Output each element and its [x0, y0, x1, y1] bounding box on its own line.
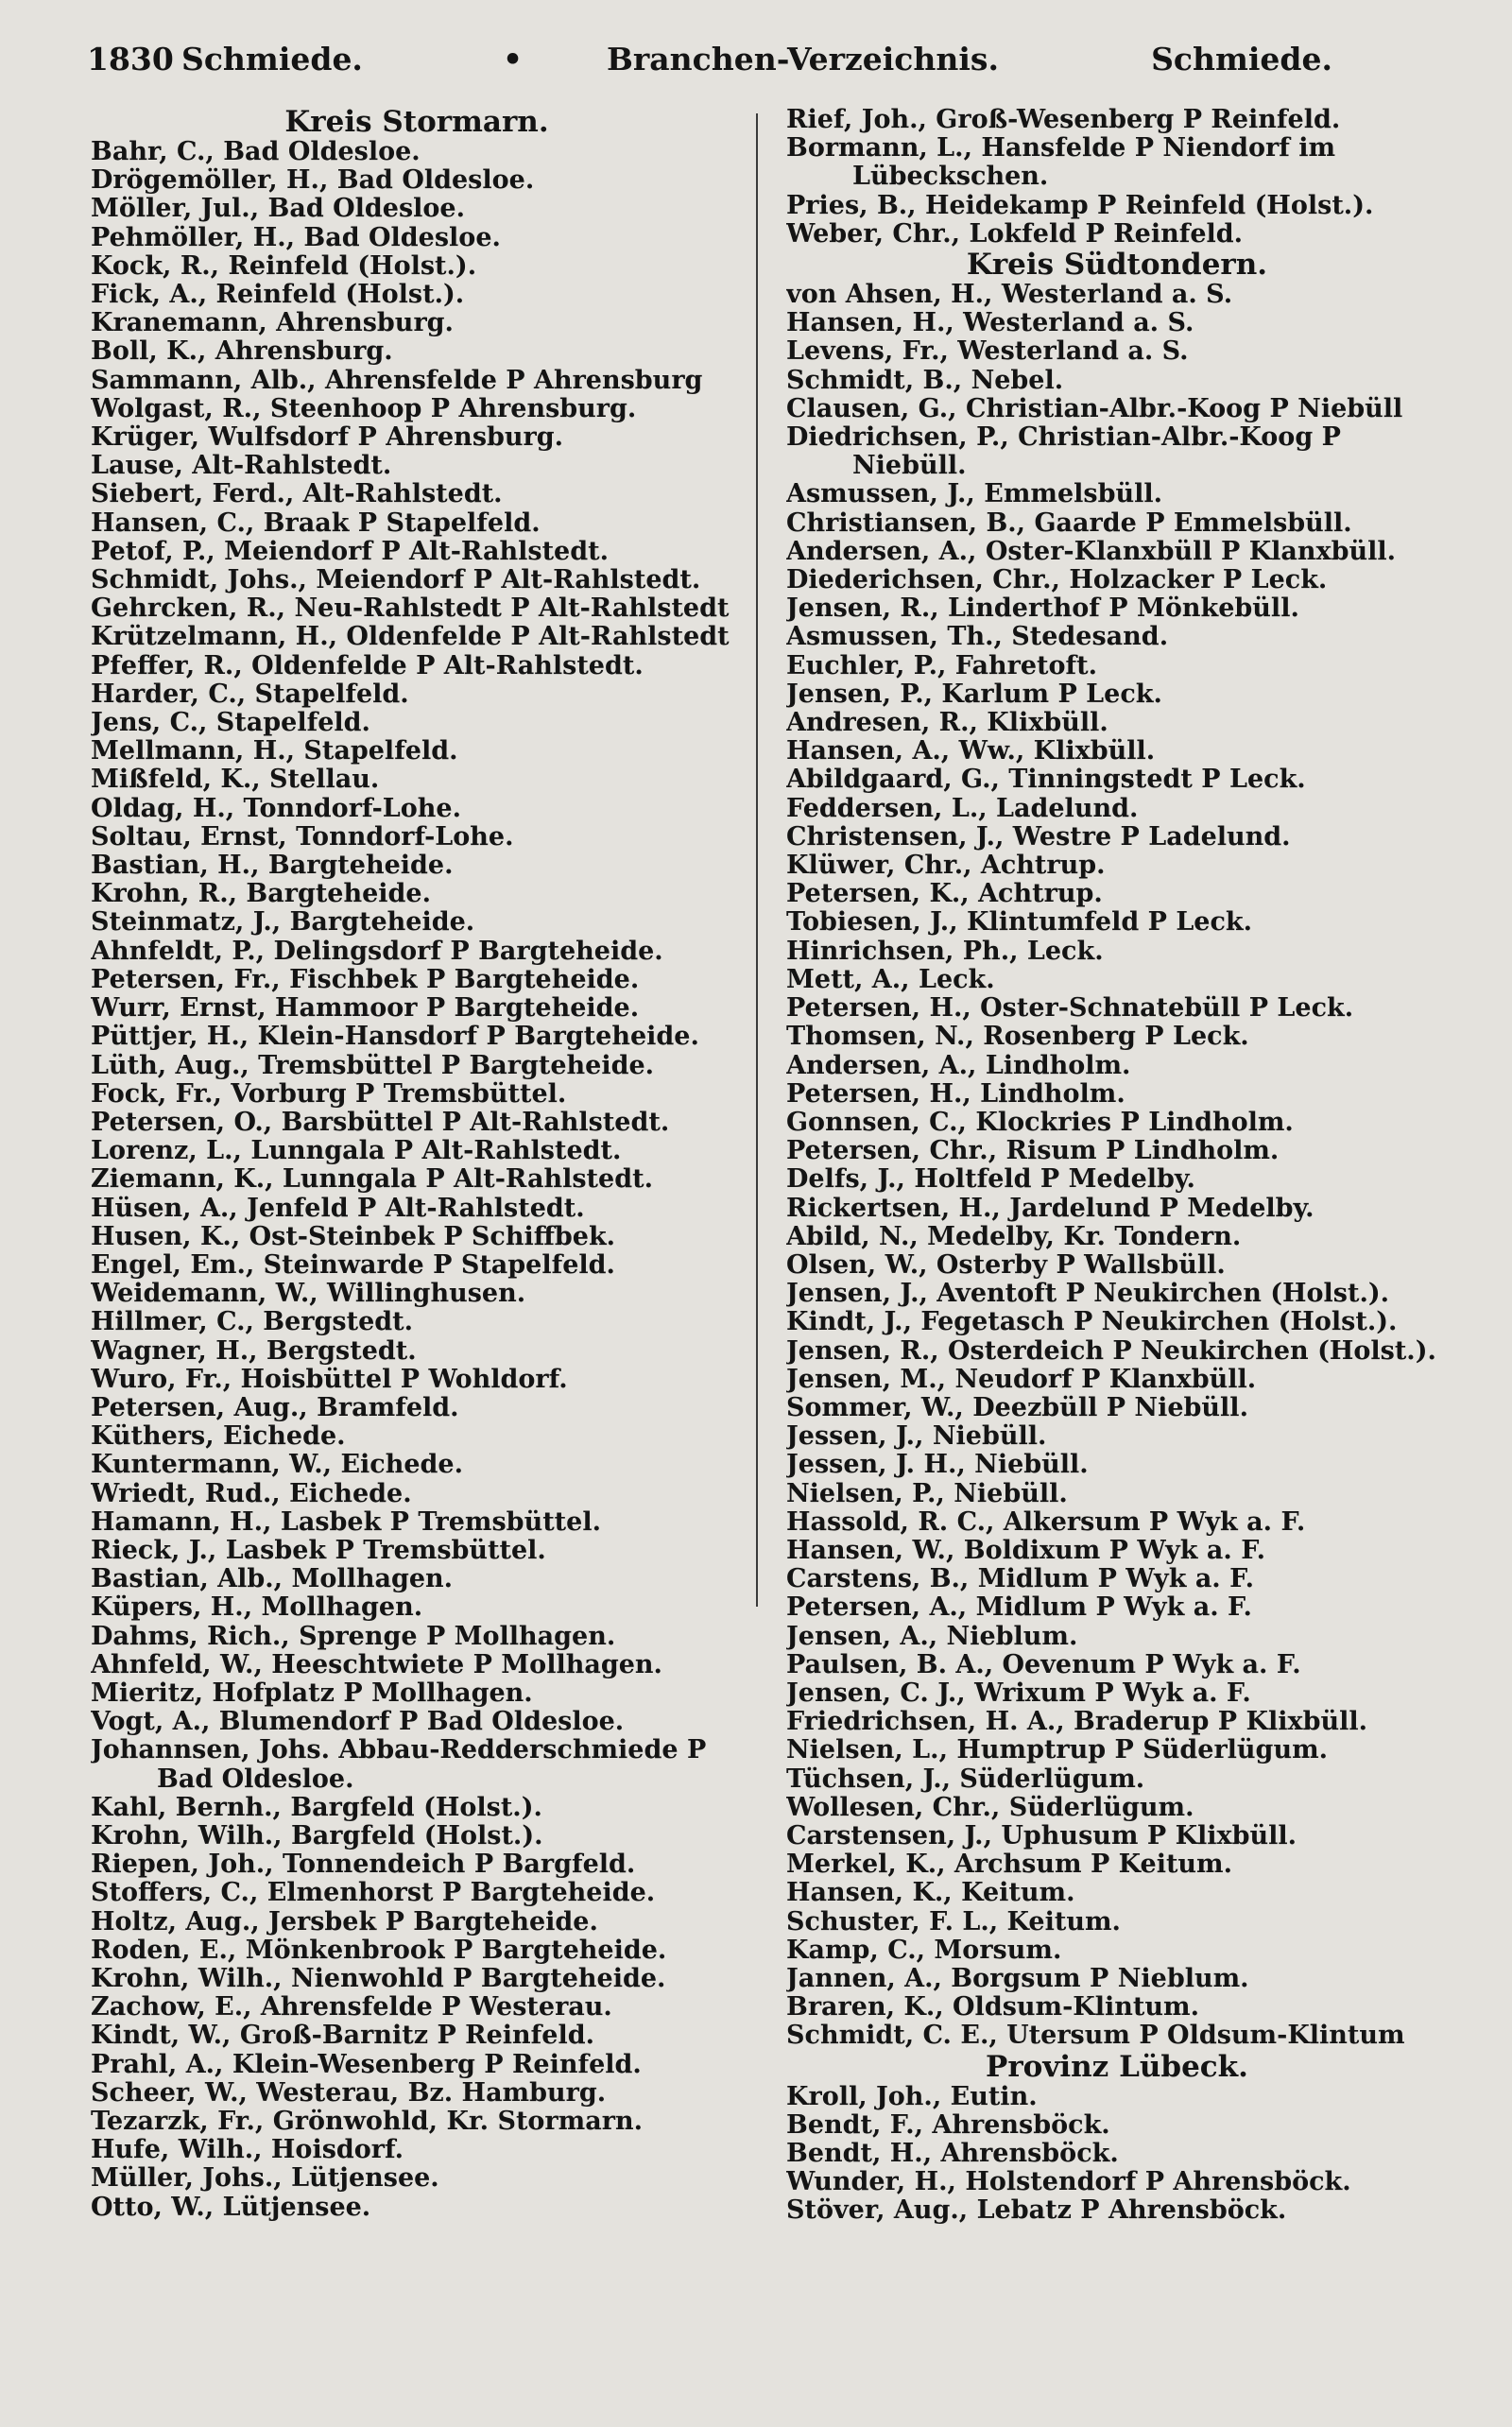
- directory-entry: Mellmann, H., Stapelfeld.: [91, 737, 458, 766]
- directory-entry: Weidemann, W., Willinghusen.: [91, 1280, 526, 1309]
- directory-entry: Otto, W., Lütjensee.: [91, 2193, 371, 2222]
- directory-entry: Ahnfeld, W., Heeschtwiete P Mollhagen.: [91, 1650, 662, 1679]
- header-left-title: Schmiede.: [181, 41, 363, 77]
- directory-entry: Kindt, W., Groß-Barnitz P Reinfeld.: [91, 2022, 594, 2051]
- directory-entry: Wollesen, Chr., Süderlügum.: [786, 1793, 1194, 1822]
- directory-entry: Harder, C., Stapelfeld.: [91, 680, 409, 709]
- directory-entry: Dahms, Rich., Sprenge P Mollhagen.: [91, 1622, 616, 1651]
- directory-entry: Boll, K., Ahrensburg.: [91, 337, 393, 367]
- directory-entry: Sammann, Alb., Ahrensfelde P Ahrensburg: [91, 366, 703, 395]
- directory-entry: Kroll, Joh., Eutin.: [786, 2082, 1038, 2111]
- directory-entry: Wunder, H., Holstendorf P Ahrensböck.: [786, 2168, 1351, 2197]
- directory-entry: Abild, N., Medelby, Kr. Tondern.: [786, 1222, 1242, 1251]
- directory-entry: Petof, P., Meiendorf P Alt-Rahlstedt.: [91, 537, 609, 566]
- directory-entry: Petersen, A., Midlum P Wyk a. F.: [786, 1593, 1252, 1623]
- directory-entry: Klüwer, Chr., Achtrup.: [786, 852, 1106, 881]
- directory-entry: Lüth, Aug., Tremsbüttel P Bargteheide.: [91, 1051, 655, 1080]
- directory-entry: Schmidt, Johs., Meiendorf P Alt-Rahlstedt.: [91, 566, 701, 595]
- directory-entry: Jensen, P., Karlum P Leck.: [786, 680, 1162, 709]
- right-column: [786, 106, 1448, 2226]
- directory-entry: Wolgast, R., Steenhoop P Ahrensburg.: [91, 394, 637, 423]
- directory-entry: Carstensen, J., Uphusum P Klixbüll.: [786, 1821, 1297, 1850]
- directory-entry: Hillmer, C., Bergstedt.: [91, 1308, 414, 1337]
- directory-entry: Christensen, J., Westre P Ladelund.: [786, 822, 1291, 852]
- directory-entry: Riepen, Joh., Tonnendeich P Bargfeld.: [91, 1850, 636, 1880]
- directory-entry: von Ahsen, H., Westerland a. S.: [786, 281, 1233, 310]
- directory-entry: Merkel, K., Archsum P Keitum.: [786, 1850, 1233, 1880]
- directory-entry: Tobiesen, J., Klintumfeld P Leck.: [786, 908, 1253, 938]
- directory-entry: Thomsen, N., Rosenberg P Leck.: [786, 1023, 1249, 1052]
- directory-entry: Küpers, H., Mollhagen.: [91, 1593, 423, 1623]
- directory-entry: Feddersen, L., Ladelund.: [786, 794, 1139, 823]
- directory-entry: Husen, K., Ost-Steinbek P Schiffbek.: [91, 1222, 616, 1251]
- header-dot: •: [503, 41, 524, 77]
- directory-entry: Wriedt, Rud., Eichede.: [91, 1479, 412, 1508]
- directory-entry: Andersen, A., Oster-Klanxbüll P Klanxbüll.: [786, 537, 1397, 566]
- directory-entry: Krützelmann, H., Oldenfelde P Alt-Rahlstedt: [91, 623, 730, 652]
- directory-entry: Bastian, H., Bargteheide.: [91, 852, 454, 881]
- directory-entry: Hamann, H., Lasbek P Tremsbüttel.: [91, 1507, 601, 1537]
- page-header: [87, 36, 1332, 83]
- directory-entry: Schuster, F. L., Keitum.: [786, 1907, 1121, 1936]
- directory-entry: Scheer, W., Westerau, Bz. Hamburg.: [91, 2078, 607, 2108]
- left-column: [91, 106, 743, 2222]
- directory-entry: Steinmatz, J., Bargteheide.: [91, 908, 475, 938]
- header-right-title: Schmiede.: [1151, 41, 1332, 77]
- section-heading: Kreis Südtondern.: [966, 248, 1268, 283]
- directory-entry: Delfs, J., Holtfeld P Medelby.: [786, 1165, 1195, 1195]
- column-divider: [756, 113, 758, 1607]
- directory-entry: Oldag, H., Tonndorf-Lohe.: [91, 794, 461, 823]
- directory-entry: Siebert, Ferd., Alt-Rahlstedt.: [91, 480, 503, 509]
- directory-entry: Andresen, R., Klixbüll.: [786, 709, 1108, 738]
- directory-entry: Bastian, Alb., Mollhagen.: [91, 1565, 454, 1594]
- directory-entry: Jens, C., Stapelfeld.: [91, 709, 370, 738]
- directory-entry: Bendt, H., Ahrensböck.: [786, 2140, 1119, 2169]
- directory-entry: Kahl, Bernh., Bargfeld (Holst.).: [91, 1793, 542, 1822]
- directory-entry: Rickertsen, H., Jardelund P Medelby.: [786, 1194, 1314, 1223]
- directory-entry: Petersen, O., Barsbüttel P Alt-Rahlstedt.: [91, 1108, 670, 1137]
- directory-entry: Hüsen, A., Jenfeld P Alt-Rahlstedt.: [91, 1194, 585, 1223]
- directory-entry: Petersen, Chr., Risum P Lindholm.: [786, 1137, 1280, 1166]
- directory-entry: Diederichsen, Chr., Holzacker P Leck.: [786, 566, 1328, 595]
- directory-entry: Nielsen, P., Niebüll.: [786, 1479, 1068, 1508]
- directory-entry: Euchler, P., Fahretoft.: [786, 651, 1097, 680]
- directory-entry: Rieck, J., Lasbek P Tremsbüttel.: [91, 1536, 546, 1565]
- directory-entry: Petersen, Fr., Fischbek P Bargteheide.: [91, 965, 640, 994]
- directory-entry: Tüchsen, J., Süderlügum.: [786, 1764, 1145, 1794]
- directory-entry: Kindt, J., Fegetasch P Neukirchen (Holst.).: [786, 1308, 1398, 1337]
- directory-entry: Krüger, Wulfsdorf P Ahrensburg.: [91, 423, 564, 453]
- section-heading: Kreis Stormarn.: [284, 105, 549, 139]
- directory-entry: Wuro, Fr., Hoisbüttel P Wohldorf.: [91, 1365, 568, 1394]
- directory-entry: Weber, Chr., Lokfeld P Reinfeld.: [786, 219, 1244, 249]
- directory-entry: Abildgaard, G., Tinningstedt P Leck.: [786, 766, 1306, 795]
- directory-entry: Fock, Fr., Vorburg P Tremsbüttel.: [91, 1079, 567, 1109]
- directory-entry: Roden, E., Mönkenbrook P Bargteheide.: [91, 1936, 667, 1965]
- directory-entry: Hufe, Wilh., Hoisdorf.: [91, 2136, 404, 2165]
- directory-entry: Müller, Johs., Lütjensee.: [91, 2164, 439, 2194]
- directory-entry: Bormann, L., Hansfelde P Niendorf im Lübeckschen.: [786, 134, 1336, 192]
- directory-entry: Jannen, A., Borgsum P Nieblum.: [786, 1965, 1249, 1993]
- directory-entry: Nielsen, L., Humptrup P Süderlügum.: [786, 1736, 1329, 1765]
- directory-entry: Sommer, W., Deezbüll P Niebüll.: [786, 1393, 1248, 1422]
- directory-entry: Jessen, J., Niebüll.: [786, 1422, 1047, 1452]
- directory-entry: Jensen, C. J., Wrixum P Wyk a. F.: [786, 1678, 1251, 1708]
- directory-entry: Pfeffer, R., Oldenfelde P Alt-Rahlstedt.: [91, 651, 644, 680]
- directory-entry: Gonnsen, C., Klockries P Lindholm.: [786, 1108, 1294, 1137]
- directory-entry: Soltau, Ernst, Tonndorf-Lohe.: [91, 822, 514, 852]
- directory-entry: Hansen, K., Keitum.: [786, 1879, 1075, 1908]
- directory-entry: Asmussen, Th., Stedesand.: [786, 623, 1169, 652]
- directory-entry: Hinrichsen, Ph., Leck.: [786, 937, 1104, 966]
- directory-entry: Kranemann, Ahrensburg.: [91, 309, 454, 338]
- directory-entry: Fick, A., Reinfeld (Holst.).: [91, 281, 465, 310]
- directory-entry: Pehmöller, H., Bad Oldesloe.: [91, 223, 501, 252]
- directory-entry: Hansen, W., Boldixum P Wyk a. F.: [786, 1536, 1266, 1565]
- directory-entry: Püttjer, H., Klein-Hansdorf P Bargteheide.: [91, 1023, 699, 1052]
- directory-entry: Bendt, F., Ahrensböck.: [786, 2110, 1110, 2140]
- directory-entry: Kock, R., Reinfeld (Holst.).: [91, 251, 477, 281]
- directory-entry: Jessen, J. H., Niebüll.: [786, 1451, 1089, 1480]
- directory-entry: Asmussen, J., Emmelsbüll.: [786, 480, 1163, 509]
- directory-entry: Krohn, R., Bargteheide.: [91, 880, 431, 909]
- directory-entry: Braren, K., Oldsum-Klintum.: [786, 1993, 1199, 2022]
- directory-entry: Möller, Jul., Bad Oldesloe.: [91, 195, 465, 224]
- directory-entry: Petersen, H., Oster-Schnatebüll P Leck.: [786, 994, 1354, 1024]
- section-heading: Provinz Lübeck.: [986, 2049, 1248, 2084]
- directory-entry: Jensen, J., Aventoft P Neukirchen (Holst.).: [786, 1280, 1390, 1309]
- directory-entry: Krohn, Wilh., Bargfeld (Holst.).: [91, 1821, 543, 1850]
- directory-entry: Clausen, G., Christian-Albr.-Koog P Niebüll: [786, 394, 1403, 423]
- directory-entry: Ziemann, K., Lunngala P Alt-Rahlstedt.: [91, 1165, 653, 1195]
- directory-entry: Mieritz, Hofplatz P Mollhagen.: [91, 1678, 533, 1708]
- directory-entry: Küthers, Eichede.: [91, 1422, 346, 1452]
- directory-entry: Christiansen, B., Gaarde P Emmelsbüll.: [786, 508, 1352, 538]
- directory-entry: Mißfeld, K., Stellau.: [91, 766, 380, 795]
- directory-entry: Ahnfeldt, P., Delingsdorf P Bargteheide.: [91, 937, 663, 966]
- directory-entry: Lorenz, L., Lunngala P Alt-Rahlstedt.: [91, 1137, 622, 1166]
- directory-entry: Paulsen, B. A., Oevenum P Wyk a. F.: [786, 1650, 1301, 1679]
- page-number: 1830: [87, 41, 174, 77]
- directory-entry: Vogt, A., Blumendorf P Bad Oldesloe.: [91, 1708, 625, 1737]
- directory-entry: Stoffers, C., Elmenhorst P Bargteheide.: [91, 1879, 656, 1908]
- directory-entry: Engel, Em., Steinwarde P Stapelfeld.: [91, 1250, 615, 1280]
- header-center-title: Branchen-Verzeichnis.: [607, 41, 999, 77]
- directory-entry: Diedrichsen, P., Christian-Albr.-Koog P Niebüll.: [786, 423, 1341, 481]
- directory-entry: Schmidt, C. E., Utersum P Oldsum-Klintum: [786, 2022, 1405, 2051]
- directory-entry: Stöver, Aug., Lebatz P Ahrensböck.: [786, 2196, 1287, 2226]
- directory-entry: Hassold, R. C., Alkersum P Wyk a. F.: [786, 1507, 1306, 1537]
- directory-entry: Pries, B., Heidekamp P Reinfeld (Holst.).: [786, 191, 1374, 220]
- directory-entry: Tezarzk, Fr., Grönwohld, Kr. Stormarn.: [91, 2108, 643, 2137]
- directory-entry: Wurr, Ernst, Hammoor P Bargteheide.: [91, 994, 640, 1024]
- directory-entry: Lause, Alt-Rahlstedt.: [91, 452, 392, 481]
- directory-entry: Bahr, C., Bad Oldesloe.: [91, 138, 421, 166]
- directory-entry: Prahl, A., Klein-Wesenberg P Reinfeld.: [91, 2050, 642, 2079]
- directory-entry: Holtz, Aug., Jersbek P Bargteheide.: [91, 1907, 598, 1936]
- directory-entry: Carstens, B., Midlum P Wyk a. F.: [786, 1565, 1254, 1594]
- directory-entry: Hansen, C., Braak P Stapelfeld.: [91, 508, 541, 538]
- directory-entry: Friedrichsen, H. A., Braderup P Klixbüll.: [786, 1708, 1367, 1737]
- directory-entry: Andersen, A., Lindholm.: [786, 1051, 1131, 1080]
- directory-entry: Olsen, W., Osterby P Wallsbüll.: [786, 1250, 1226, 1280]
- directory-entry: Petersen, K., Achtrup.: [786, 880, 1103, 909]
- directory-entry: Wagner, H., Bergstedt.: [91, 1336, 417, 1366]
- directory-entry: Gehrcken, R., Neu-Rahlstedt P Alt-Rahlstedt: [91, 594, 730, 624]
- directory-entry: Kuntermann, W., Eichede.: [91, 1451, 463, 1480]
- directory-entry: Jensen, R., Linderthof P Mönkebüll.: [786, 594, 1299, 624]
- directory-entry: Zachow, E., Ahrensfelde P Westerau.: [91, 1993, 612, 2022]
- directory-entry: Mett, A., Leck.: [786, 965, 995, 994]
- directory-entry: Levens, Fr., Westerland a. S.: [786, 337, 1189, 367]
- directory-entry: Jensen, M., Neudorf P Klanxbüll.: [786, 1365, 1257, 1394]
- directory-entry: Johannsen, Johs. Abbau-Redderschmiede P Bad Oldesloe.: [91, 1736, 707, 1794]
- directory-entry: Krohn, Wilh., Nienwohld P Bargteheide.: [91, 1965, 666, 1993]
- directory-entry: Schmidt, B., Nebel.: [786, 366, 1064, 395]
- directory-entry: Petersen, H., Lindholm.: [786, 1079, 1125, 1109]
- directory-entry: Hansen, H., Westerland a. S.: [786, 309, 1194, 338]
- directory-entry: Petersen, Aug., Bramfeld.: [91, 1393, 459, 1422]
- directory-entry: Jensen, R., Osterdeich P Neukirchen (Holst.).: [786, 1336, 1436, 1366]
- directory-entry: Drögemöller, H., Bad Oldesloe.: [91, 166, 535, 196]
- directory-entry: Kamp, C., Morsum.: [786, 1936, 1062, 1965]
- directory-entry: Rief, Joh., Groß-Wesenberg P Reinfeld.: [786, 106, 1341, 134]
- directory-entry: Hansen, A., Ww., Klixbüll.: [786, 737, 1156, 766]
- directory-entry: Jensen, A., Nieblum.: [786, 1622, 1078, 1651]
